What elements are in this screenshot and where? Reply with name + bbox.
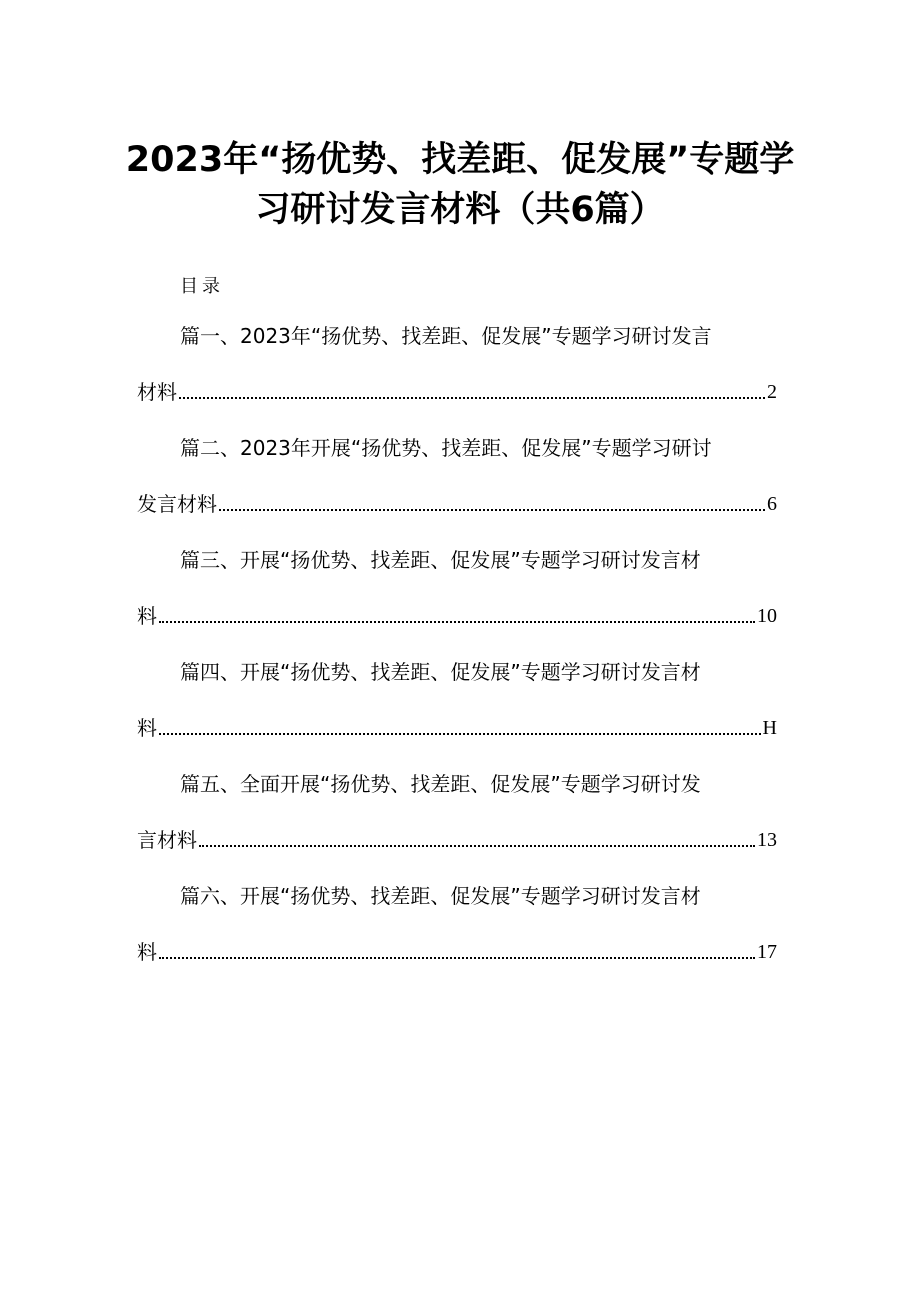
toc-entry-1-page-number: 2 <box>767 381 777 403</box>
dot-leader <box>179 397 765 399</box>
toc-entry-1-continuation: 材料 <box>137 380 177 404</box>
toc-entry-6-page-number: 17 <box>757 941 777 963</box>
toc-entry-3-page-number: 10 <box>757 605 777 627</box>
toc-entry-2-title[interactable]: 篇二、2023年开展“扬优势、找差距、促发展”专题学习研讨 <box>180 436 712 460</box>
toc-entry-5-continuation: 言材料 <box>137 828 197 852</box>
dot-leader <box>159 621 755 623</box>
toc-entry-2-page-number: 6 <box>767 493 777 515</box>
dot-leader <box>219 509 765 511</box>
toc-entry-4-page-number: H <box>762 717 777 739</box>
toc-entry-6[interactable] <box>137 938 777 962</box>
toc-entry-4-title[interactable]: 篇四、开展“扬优势、找差距、促发展”专题学习研讨发言材 <box>180 660 701 684</box>
toc-entry-2-continuation: 发言材料 <box>137 492 217 516</box>
toc-entry-3[interactable] <box>137 602 777 626</box>
toc-entry-1-title[interactable]: 篇一、2023年“扬优势、找差距、促发展”专题学习研讨发言 <box>180 324 712 348</box>
document-title-line-1: 2023年“扬优势、找差距、促发展”专题学 <box>125 140 795 180</box>
toc-entry-5-title[interactable]: 篇五、全面开展“扬优势、找差距、促发展”专题学习研讨发 <box>180 772 701 796</box>
toc-entry-4-continuation: 料 <box>137 716 157 740</box>
toc-entry-3-title[interactable]: 篇三、开展“扬优势、找差距、促发展”专题学习研讨发言材 <box>180 548 701 572</box>
toc-entry-5[interactable] <box>137 826 777 850</box>
toc-heading: 目录 <box>180 276 224 297</box>
dot-leader <box>159 957 755 959</box>
toc-entry-6-title[interactable]: 篇六、开展“扬优势、找差距、促发展”专题学习研讨发言材 <box>180 884 701 908</box>
toc-entry-3-continuation: 料 <box>137 604 157 628</box>
toc-entry-5-page-number: 13 <box>757 829 777 851</box>
dot-leader <box>199 845 755 847</box>
toc-entry-1[interactable] <box>137 378 777 402</box>
toc-entry-2[interactable] <box>137 490 777 514</box>
document-title-line-2: 习研讨发言材料（共6篇） <box>255 190 665 230</box>
dot-leader <box>159 733 761 735</box>
toc-entry-6-continuation: 料 <box>137 940 157 964</box>
toc-entry-4[interactable] <box>137 714 777 738</box>
